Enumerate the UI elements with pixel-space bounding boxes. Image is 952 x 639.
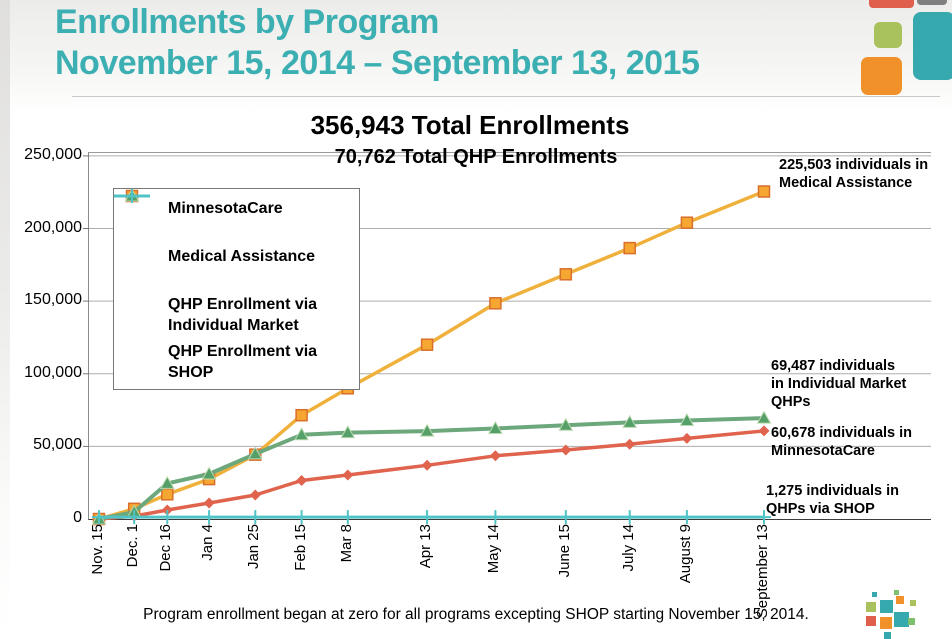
legend-item — [126, 341, 353, 383]
x-tick-label: Nov. 15 — [89, 524, 106, 575]
chart-legend — [113, 188, 360, 390]
logo-square — [896, 596, 904, 604]
chart-subtitle: 70,762 Total QHP Enrollments — [334, 146, 618, 168]
legend-label: QHP Enrollment via Individual Market — [168, 296, 318, 334]
y-tick-label: 150,000 — [24, 291, 82, 308]
logo-square — [866, 616, 876, 626]
logo-square — [908, 618, 915, 625]
logo-square — [880, 617, 892, 629]
footnote: Program enrollment began at zero for all programs excepting SHOP starting November 15, 2014. — [143, 606, 809, 623]
legend-label: QHP Enrollment via SHOP — [168, 343, 318, 381]
legend-label: MinnesotaCare — [168, 200, 283, 217]
x-tick-label: Jan 25 — [245, 524, 262, 570]
annotation-medical-assistance: 225,503 individuals in Medical Assistance — [779, 157, 929, 191]
x-tick-label: September 13 — [754, 524, 771, 619]
x-tick-label: Dec 16 — [157, 524, 174, 572]
slide-title-line1: Enrollments by Program — [55, 3, 439, 41]
logo-square — [884, 632, 891, 639]
y-tick-label: 0 — [73, 509, 82, 526]
decor-lime-square — [874, 22, 902, 48]
logo-square — [880, 600, 893, 613]
x-tick-label: July 14 — [620, 524, 637, 572]
annotation-individual-market-qhp: 69,487 individuals in Individual Market QHPs — [771, 358, 907, 410]
annotation-shop-qhp: 1,275 individuals in QHPs via SHOP — [766, 483, 899, 517]
legend-item — [126, 294, 353, 336]
mnsure-logo — [860, 590, 935, 639]
decor-teal-square — [913, 12, 952, 80]
logo-square — [910, 600, 916, 606]
decor-red-square — [869, 0, 914, 8]
x-tick-label: Apr 13 — [417, 524, 434, 569]
annotation-minnesotacare: 60,678 individuals in MinnesotaCare — [771, 425, 913, 459]
header-decoration — [857, 0, 952, 100]
plot-area — [88, 152, 931, 520]
slide-title-line2: November 15, 2014 – September 13, 2015 — [55, 44, 700, 82]
decor-orange-square — [861, 57, 902, 95]
y-tick-label: 50,000 — [33, 436, 82, 453]
y-tick-label: 200,000 — [24, 219, 82, 236]
decor-gray-square — [917, 0, 947, 5]
logo-square — [872, 592, 877, 597]
x-tick-label: Feb 15 — [292, 524, 309, 571]
legend-item — [126, 198, 353, 219]
legend-label: Medical Assistance — [168, 248, 316, 265]
logo-square — [866, 602, 876, 612]
chart-title: 356,943 Total Enrollments — [310, 110, 630, 140]
y-tick-label: 100,000 — [24, 364, 82, 381]
x-tick-label: Dec. 1 — [124, 524, 141, 568]
y-tick-label: 250,000 — [24, 146, 82, 163]
slide-title — [55, 2, 699, 84]
x-tick-label: May 14 — [485, 524, 502, 574]
legend-item — [126, 246, 353, 267]
logo-square — [894, 612, 909, 627]
logo-square — [894, 590, 899, 595]
x-tick-label: Mar 8 — [338, 524, 355, 563]
x-tick-label: August 9 — [677, 524, 694, 584]
left-margin-strip — [0, 0, 10, 639]
header-divider — [72, 96, 940, 97]
x-tick-label: June 15 — [556, 524, 573, 578]
x-tick-label: Jan 4 — [199, 524, 216, 561]
